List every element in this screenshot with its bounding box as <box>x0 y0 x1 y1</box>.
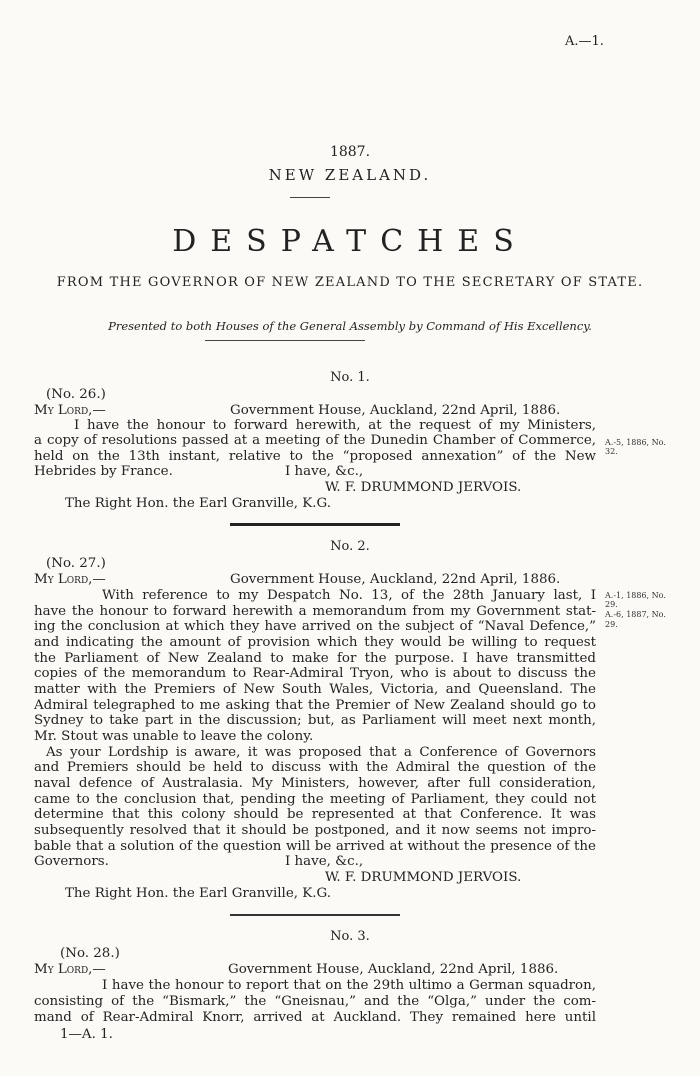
despatch-number: No. 2. <box>330 539 370 554</box>
place-date: Government House, Auckland, 22nd April, 1886. <box>228 962 559 977</box>
signature: W. F. DRUMMOND JERVOIS. <box>325 480 522 495</box>
section-rule <box>230 914 400 916</box>
signature: W. F. DRUMMOND JERVOIS. <box>325 870 522 885</box>
short-rule <box>290 197 330 198</box>
despatch-ref: (No. 26.) <box>46 387 106 402</box>
body-line: With reference to my Despatch No. 13, of the 28th January last, I <box>102 588 596 603</box>
document-title: DESPATCHES <box>172 224 528 259</box>
body-line: determine that this colony should be represented at that Conference. It was <box>34 807 596 822</box>
body-line: consisting of the “Bismark,” the “Gneisnau,” and the “Olga,” under the com- <box>34 994 596 1009</box>
body-line: a copy of resolutions passed at a meeting of the Dunedin Chamber of Commerce, <box>34 433 596 448</box>
place-date: Government House, Auckland, 22nd April, 1886. <box>230 572 561 587</box>
closing: I have, &c., <box>285 854 364 869</box>
body-line: ing the conclusion at which they have arrived on the subject of “Naval Defence,” <box>34 619 596 634</box>
body-line: I have the honour to report that on the 29th ultimo a German squadron, <box>102 978 596 993</box>
presented-line: Presented to both Houses of the General Assembly by Command of His Excellency. <box>108 319 592 333</box>
body-line: copies of the memorandum to Rear-Admiral Tryon, who is about to discuss the <box>34 666 596 681</box>
body-line: Admiral telegraphed to me asking that the Premier of New Zealand should go to <box>34 698 596 713</box>
margin-note: 29. <box>605 620 618 629</box>
body-line: Sydney to take part in the discussion; but, as Parliament will meet next month, <box>34 713 596 728</box>
body-line: subsequently resolved that it should be postponed, and it now seems not impro- <box>34 823 596 838</box>
margin-note: A.-6, 1887, No. <box>605 610 666 619</box>
addressee: The Right Hon. the Earl Granville, K.G. <box>65 886 331 901</box>
place-date: Government House, Auckland, 22nd April, 1886. <box>230 403 561 418</box>
body-line: mand of Rear-Admiral Knorr, arrived at Auckland. They remained here until <box>34 1010 596 1025</box>
body-line: matter with the Premiers of New South Wales, Victoria, and Queensland. The <box>34 682 596 697</box>
body-line: Governors. <box>34 854 109 869</box>
body-line: came to the conclusion that, pending the meeting of Parliament, they could not <box>34 792 596 807</box>
body-line: and Premiers should be held to discuss with the Admiral the question of the <box>34 760 596 775</box>
body-line: and indicating the amount of provision which they would be willing to request <box>34 635 596 650</box>
margin-note: A.-1, 1886, No. <box>605 591 666 600</box>
closing: I have, &c., <box>285 464 364 479</box>
salutation: My Lord,— <box>34 572 106 587</box>
year: 1887. <box>329 144 371 160</box>
section-rule <box>230 523 400 526</box>
body-line: bable that a solution of the question will be arrived at without the presence of the <box>34 839 596 854</box>
country-heading: NEW ZEALAND. <box>268 166 432 184</box>
despatch-number: No. 1. <box>330 370 370 385</box>
page-reference: A.—1. <box>565 34 604 49</box>
page-footer: 1—A. 1. <box>60 1027 113 1042</box>
body-line: As your Lordship is aware, it was proposed that a Conference of Governors <box>46 745 596 760</box>
body-line: held on the 13th instant, relative to the “proposed annexation” of the New <box>34 449 596 464</box>
despatch-number: No. 3. <box>330 929 370 944</box>
salutation: My Lord,— <box>34 962 106 977</box>
margin-note: 32. <box>605 447 618 456</box>
body-line: Mr. Stout was unable to leave the colony. <box>34 729 314 744</box>
body-line: I have the honour to forward herewith, at the request of my Ministers, <box>74 418 596 433</box>
body-line: Hebrides by France. <box>34 464 173 479</box>
despatch-ref: (No. 28.) <box>60 946 120 961</box>
margin-note: A.-5, 1886, No. <box>605 438 666 447</box>
addressee: The Right Hon. the Earl Granville, K.G. <box>65 496 331 511</box>
despatch-ref: (No. 27.) <box>46 556 106 571</box>
presented-rule <box>205 340 365 341</box>
body-line: naval defence of Australasia. My Ministers, however, after full consideration, <box>34 776 596 791</box>
body-line: have the honour to forward herewith a memorandum from my Government stat- <box>34 604 596 619</box>
body-line: the Parliament of New Zealand to make for the purpose. I have transmitted <box>34 651 596 666</box>
margin-note: 29. <box>605 600 618 609</box>
salutation: My Lord,— <box>34 403 106 418</box>
document-subtitle: FROM THE GOVERNOR OF NEW ZEALAND TO THE SECRETARY OF STATE. <box>56 275 644 290</box>
